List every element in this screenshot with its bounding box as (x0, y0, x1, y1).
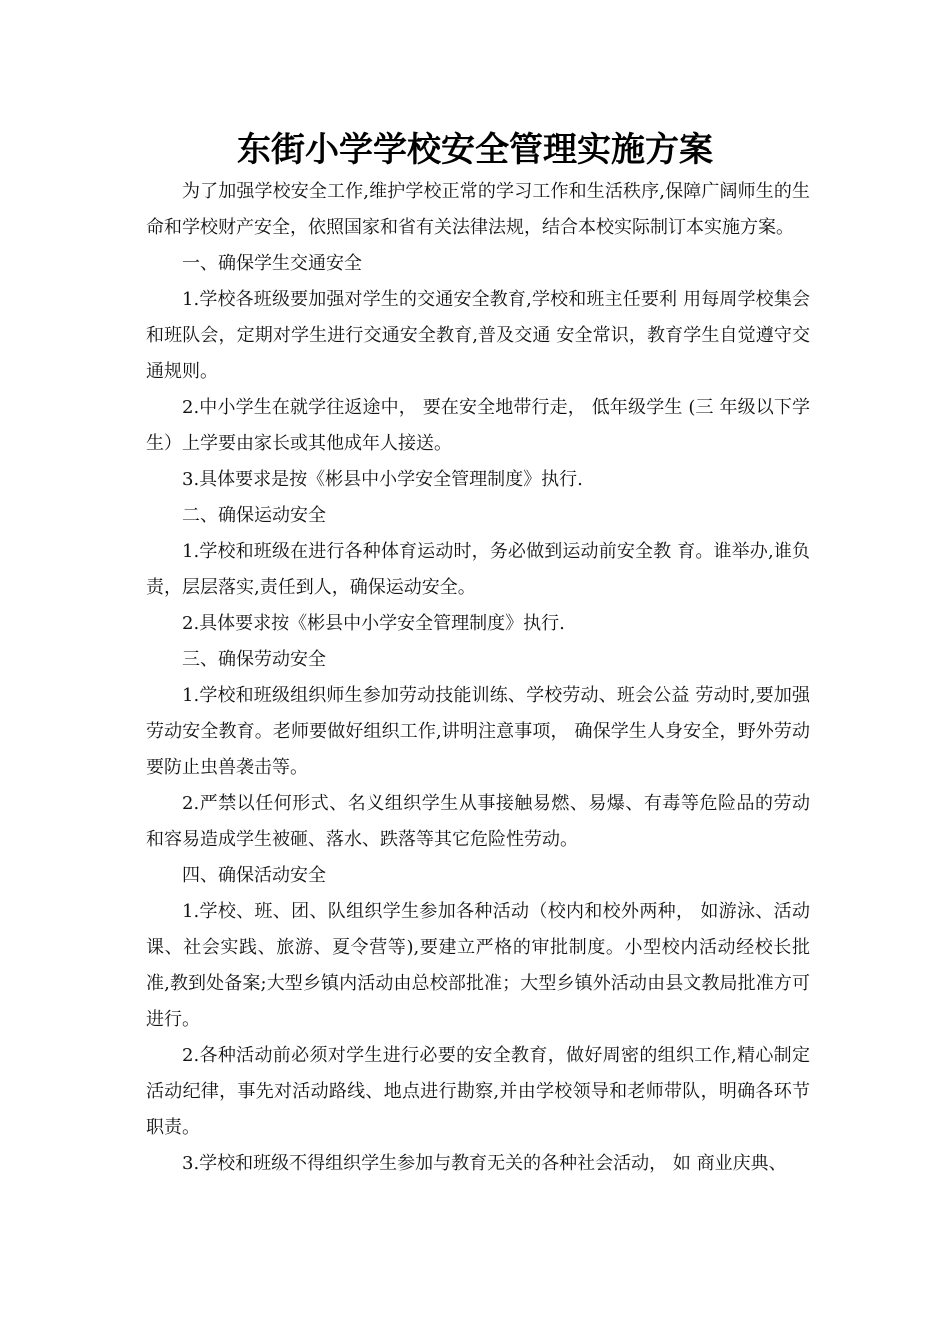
labor-item-2: 2.严禁以任何形式、名义组织学生从事接触易燃、易爆、有毒等危险品的劳动和容易造成学生被砸、落水、跌落等其它危险性劳动。 (146, 793, 810, 850)
sports-item-1: 1.学校和班级在进行各种体育运动时，务必做到运动前安全教 育。谁举办,谁负责，层层落实,责任到人，确保运动安全。 (146, 541, 810, 598)
intro-paragraph: 为了加强学校安全工作,维护学校正常的学习工作和生活秩序,保障广阔师生的生命和学校财产安全，依照国家和省有关法律法规，结合本校实际制订本实施方案。 (146, 181, 810, 238)
traffic-item-1: 1.学校各班级要加强对学生的交通安全教育,学校和班主任要利 用每周学校集会和班队会，定期对学生进行交通安全教育,普及交通 安全常识，教育学生自觉遵守交通规则。 (146, 289, 810, 382)
sports-item-2: 2.具体要求按《彬县中小学安全管理制度》执行. (182, 613, 565, 634)
section-heading-traffic: 一、确保学生交通安全 (182, 253, 362, 274)
section-heading-activity: 四、确保活动安全 (182, 865, 326, 886)
document-title: 东街小学学校安全管理实施方案 (237, 130, 713, 170)
section-heading-labor: 三、确保劳动安全 (182, 649, 326, 670)
section-heading-sports: 二、确保运动安全 (182, 505, 326, 526)
labor-item-1: 1.学校和班级组织师生参加劳动技能训练、学校劳动、班会公益 劳动时,要加强劳动安全教育。老师要做好组织工作,讲明注意事项， 确保学生人身安全，野外劳动要防止虫兽袭击等。 (146, 685, 810, 778)
document-body (146, 174, 810, 1182)
traffic-item-2: 2.中小学生在就学往返途中， 要在安全地带行走， 低年级学生 (三 年级以下学生）上学要由家长或其他成年人接送。 (146, 397, 810, 454)
activity-item-1: 1.学校、班、团、队组织学生参加各种活动（校内和校外两种， 如游泳、活动课、社会实践、旅游、夏令营等),要建立严格的审批制度。小型校内活动经校长批准,教到处备案;大型乡镇内活动由总校部批准；大型乡镇外活动由县文教局批准方可进行。 (146, 901, 810, 1030)
activity-item-2: 2.各种活动前必须对学生进行必要的安全教育，做好周密的组织工作,精心制定活动纪律，事先对活动路线、地点进行勘察,并由学校领导和老师带队，明确各环节职责。 (146, 1045, 810, 1138)
traffic-item-3: 3.具体要求是按《彬县中小学安全管理制度》执行. (182, 469, 583, 490)
activity-item-3: 3.学校和班级不得组织学生参加与教育无关的各种社会活动， 如 商业庆典、 (182, 1153, 787, 1174)
